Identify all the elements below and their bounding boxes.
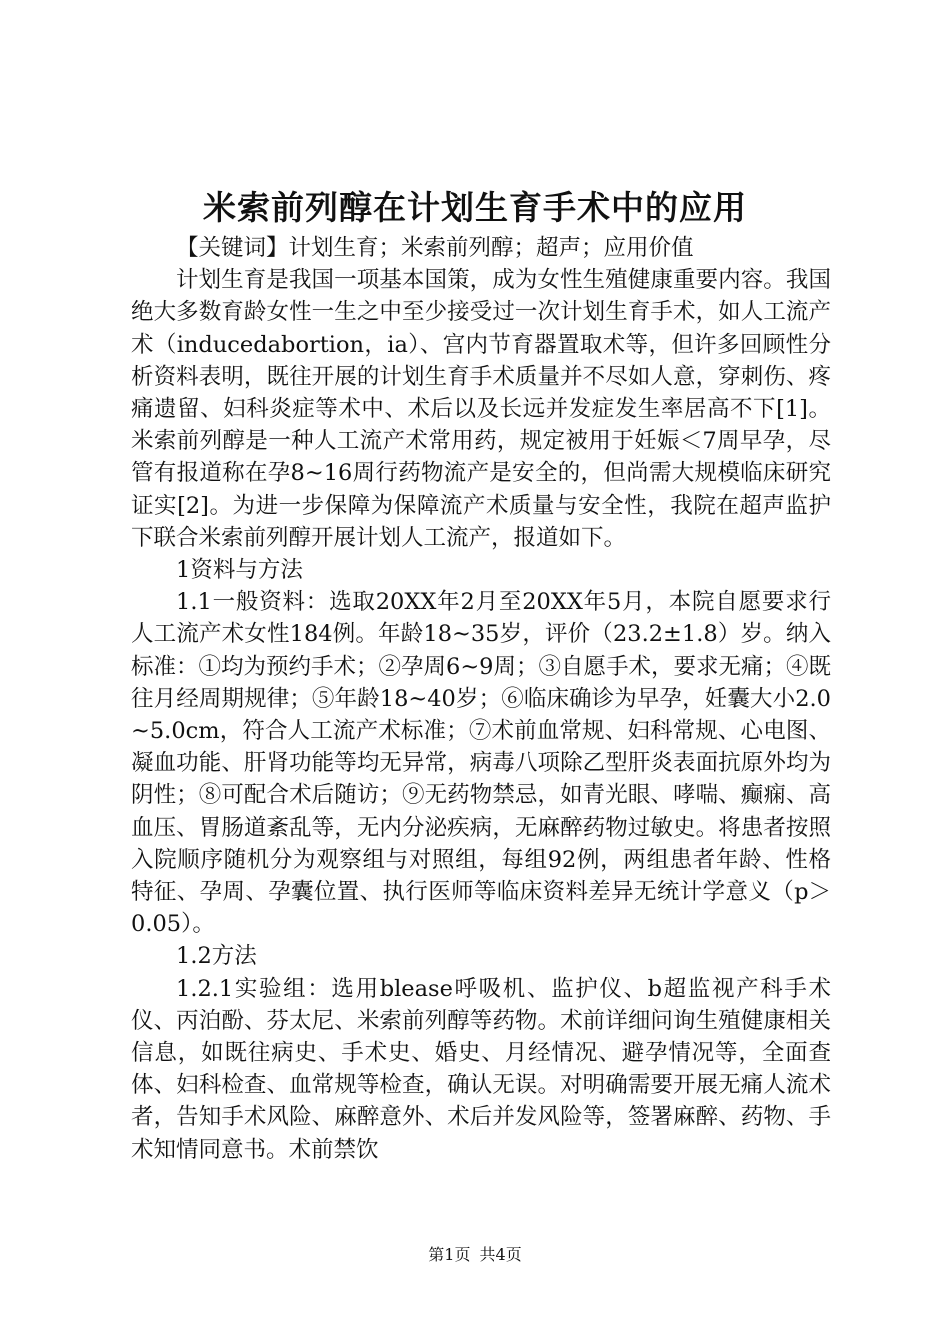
page-number: 第1页 (428, 1245, 471, 1264)
intro-paragraph: 计划生育是我国一项基本国策，成为女性生殖健康重要内容。我国绝大多数育龄女性一生之中至少接受过一次计划生育手术，如人工流产术（inducedabortion，ia）、宫内节育器置取术等，但许多回顾性分析资料表明，既往开展的计划生育手术质量并不尽如人意，穿刺伤、疼痛遗留、妇科炎症等术中、术后以及长远并发症发生率居高不下[1]。米索前列醇是一种人工流产术常用药，规定被用于妊娠＜7周早孕，尽管有报道称在孕8~16周行药物流产是安全的，但尚需大规模临床研究证实[2]。为进一步保障为保障流产术质量与安全性，我院在超声监护下联合米索前列醇开展计划人工流产，报道如下。 (131, 267, 831, 551)
experiment-group-paragraph: 1.2.1实验组：选用blease呼吸机、监护仪、b超监视产科手术仪、丙泊酚、芬太尼、米索前列醇等药物。术前详细问询生殖健康相关信息，如既往病史、手术史、婚史、月经情况、避孕情况等，全面查体、妇科检查、血常规等检查，确认无误。对明确需要开展无痛人流术者，告知手术风险、麻醉意外、术后并发风险等，签署麻醉、药物、手术知情同意书。术前禁饮 (131, 975, 831, 1163)
section-heading-methods: 1.2方法 (176, 943, 257, 970)
page-footer (0, 1244, 950, 1266)
page-total: 共4页 (479, 1245, 522, 1264)
general-data-paragraph: 1.1一般资料：选取20XX年2月至20XX年5月，本院自愿要求行人工流产术女性184例。年龄18~35岁，评价（23.2±1.8）岁。纳入标准：①均为预约手术；②孕周6~9周；③自愿手术，要求无痛；④既往月经周期规律；⑤年龄18~40岁；⑥临床确诊为早孕，妊囊大小2.0~5.0cm，符合人工流产术标准；⑦术前血常规、妇科常规、心电图、凝血功能、肝肾功能等均无异常，病毒八项除乙型肝炎表面抗原外均为阴性；⑧可配合术后随访；⑨无药物禁忌，如青光眼、哮喘、癫痫、高血压、胃肠道紊乱等，无内分泌疾病，无麻醉药物过敏史。将患者按照入院顺序随机分为观察组与对照组，每组92例，两组患者年龄、性格特征、孕周、孕囊位置、执行医师等临床资料差异无统计学意义（p＞0.05）。 (131, 589, 831, 938)
keywords-paragraph: 【关键词】计划生育；米索前列醇；超声；应用价值 (176, 235, 694, 261)
section-heading-materials-methods: 1资料与方法 (176, 557, 303, 584)
document-body (131, 232, 831, 1166)
document-title: 米索前列醇在计划生育手术中的应用 (203, 188, 747, 227)
